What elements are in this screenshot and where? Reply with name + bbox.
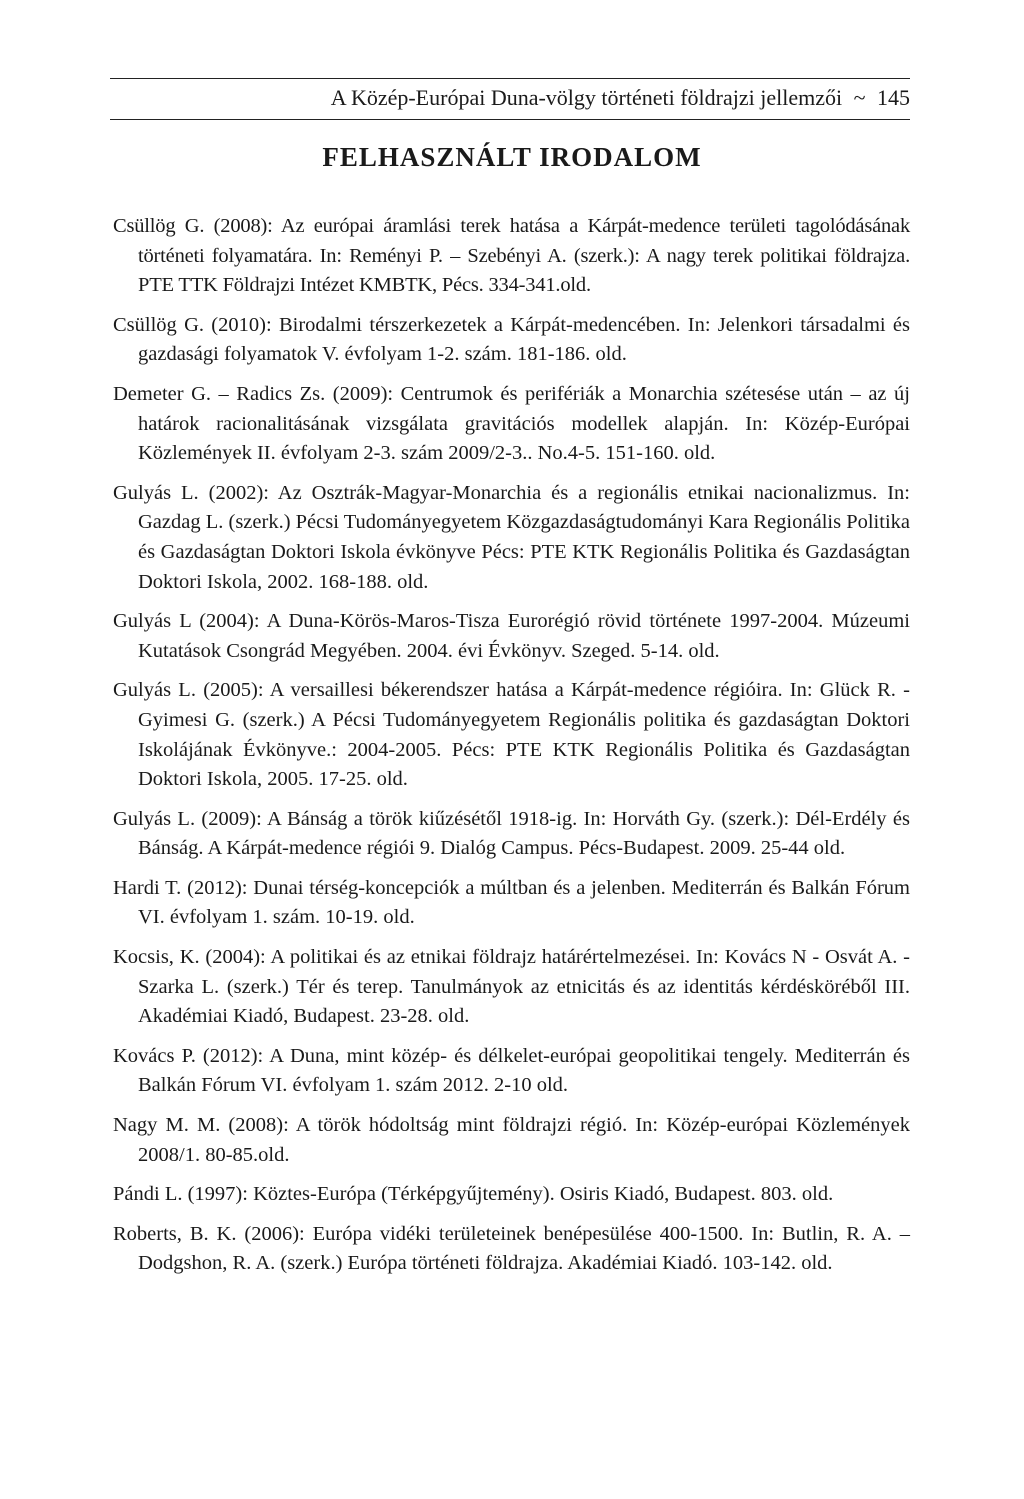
bibliography-entry: Roberts, B. K. (2006): Európa vidéki területeinek benépesülése 400-1500. In: Butlin, R. A. – Dodgshon, R. A. (szerk.) Európa történeti földrajza. Akadémiai Kiadó. 103-142. old. [113, 1222, 910, 1275]
bibliography-entry: Nagy M. M. (2008): A török hódoltság mint földrajzi régió. In: Közép-európai Közlemények 2008/1. 80-85.old. [113, 1114, 910, 1166]
bibliography-entry: Csüllög G. (2008): Az európai áramlási terek hatása a Kárpát-medence területi tagolódásának történeti folyamatára. In: Reményi P. – Szebényi A. (szerk.): A nagy terek politikai földrajza. PTE TTK Földrajzi Intézet KMBTK, Pécs. 334-341.old. [113, 215, 910, 297]
bibliography-entry: Gulyás L. (2009): A Bánság a török kiűzésétől 1918-ig. In: Horváth Gy. (szerk.): Dél-Erdély és Bánság. A Kárpát-medence régiói 9. Dialóg Campus. Pécs-Budapest. 2009. 25-44 old. [113, 807, 910, 860]
section-title: FELHASZNÁLT IRODALOM [322, 142, 702, 172]
running-title: A Közép-Európai Duna-völgy történeti földrajzi jellemzői [330, 85, 843, 110]
bibliography-entry: Gulyás L. (2005): A versaillesi békerendszer hatása a Kárpát-medence régióira. In: Glück R. - Gyimesi G. (szerk.) A Pécsi Tudományegyetem Regionális politika és gazdaságtan Doktori Iskolájának Évkönyve.: 2004-2005. Pécs: PTE KTK Regionális Politika és Gazdaságtan Doktori Iskola, 2005. 17-25. old. [113, 679, 910, 791]
running-header-text [331, 85, 910, 111]
bibliography-entry: Csüllög G. (2010): Birodalmi térszerkezetek a Kárpát-medencében. In: Jelenkori társadalmi és gazdasági folyamatok V. évfolyam 1-2. szám. 181-186. old. [113, 313, 910, 366]
bibliography-list [113, 212, 910, 1289]
bibliography-entry: Kocsis, K. (2004): A politikai és az etnikai földrajz határértelmezései. In: Kovács N - Osvát A. - Szarka L. (szerk.) Tér és terep. Tanulmányok az etnicitás és az identitás kérdésköréből III. Akadémiai Kiadó, Budapest. 23-28. old. [113, 946, 910, 1028]
running-header [110, 78, 910, 120]
bibliography-entry: Pándi L. (1997): Köztes-Európa (Térképgyűjtemény). Osiris Kiadó, Budapest. 803. old. [113, 1183, 834, 1206]
bibliography-entry: Gulyás L. (2002): Az Osztrák-Magyar-Monarchia és a regionális etnikai nacionalizmus. In: Gazdag L. (szerk.) Pécsi Tudományegyetem Közgazdaságtudományi Kara Regionális Politika és Gazdaságtan Doktori Iskola évkönyve Pécs: PTE KTK Regionális Politika és Gazdaságtan Doktori Iskola, 2002. 168-188. old. [113, 481, 910, 593]
bibliography-entry: Gulyás L (2004): A Duna-Körös-Maros-Tisza Eurorégió rövid története 1997-2004. Múzeumi Kutatások Csongrád Megyében. 2004. évi Évkönyv. Szeged. 5-14. old. [113, 610, 910, 662]
bibliography-entry: Hardi T. (2012): Dunai térség-koncepciók a múltban és a jelenben. Mediterrán és Balkán Fórum VI. évfolyam 1. szám. 10-19. old. [113, 876, 910, 929]
bibliography-entry: Kovács P. (2012): A Duna, mint közép- és délkelet-európai geopolitikai tengely. Mediterrán és Balkán Fórum VI. évfolyam 1. szám 2012. 2-10 old. [113, 1044, 910, 1097]
page-number: 145 [877, 85, 910, 110]
header-separator: ~ [853, 85, 866, 110]
bibliography-entry: Demeter G. – Radics Zs. (2009): Centrumok és perifériák a Monarchia szétesése után – az új határok racionalitásának vizsgálata gravitációs modellek alapján. In: Közép-Európai Közlemények II. évfolyam 2-3. szám 2009/2-3.. No.4-5. 151-160. old. [113, 382, 910, 465]
